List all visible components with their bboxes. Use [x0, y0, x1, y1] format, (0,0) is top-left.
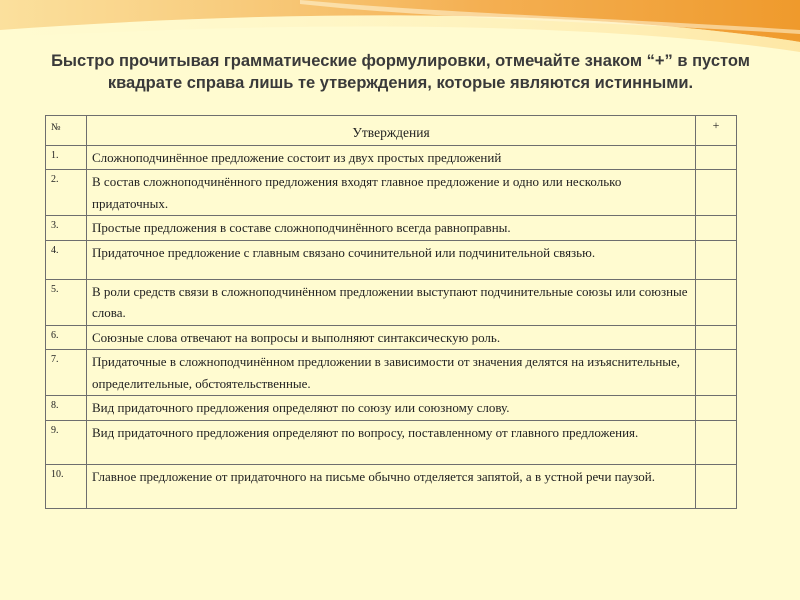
mark-box[interactable]: [696, 170, 737, 216]
mark-box[interactable]: [696, 279, 737, 325]
table-row: [46, 464, 737, 508]
page-title: Быстро прочитывая грамматические формулировки, отмечайте знаком “+” в пустом квадрате справа лишь те утверждения, которые являются истинными.: [51, 52, 750, 92]
mark-box[interactable]: [696, 145, 737, 170]
row-number: 5.: [46, 279, 87, 325]
table-row: [46, 396, 737, 421]
table-row: [46, 216, 737, 241]
row-statement: Сложноподчинённое предложение состоит из двух простых предложений: [87, 145, 696, 170]
table-header-row: [46, 116, 737, 146]
table-row: [46, 145, 737, 170]
row-statement: В состав сложноподчинённого предложения входят главное предложение и одно или несколько придаточных.: [87, 170, 696, 216]
row-statement: Вид придаточного предложения определяют по вопросу, поставленному от главного предложения.: [87, 420, 696, 464]
row-number: 1.: [46, 145, 87, 170]
row-statement: В роли средств связи в сложноподчинённом предложении выступают подчинительные союзы или союзные слова.: [87, 279, 696, 325]
header-mark: +: [696, 116, 737, 146]
row-number: 6.: [46, 325, 87, 350]
row-number: 8.: [46, 396, 87, 421]
row-number: 4.: [46, 240, 87, 279]
mark-box[interactable]: [696, 350, 737, 396]
row-statement: Главное предложение от придаточного на письме обычно отделяется запятой, а в устной речи паузой.: [87, 464, 696, 508]
row-number: 7.: [46, 350, 87, 396]
header-number: №: [46, 116, 87, 146]
table-row: [46, 350, 737, 396]
row-number: 2.: [46, 170, 87, 216]
row-number: 10.: [46, 464, 87, 508]
row-number: 3.: [46, 216, 87, 241]
mark-box[interactable]: [696, 464, 737, 508]
table-row: [46, 279, 737, 325]
header-statements: Утверждения: [87, 116, 696, 146]
table-row: [46, 325, 737, 350]
row-statement: Союзные слова отвечают на вопросы и выполняют синтаксическую роль.: [87, 325, 696, 350]
mark-box[interactable]: [696, 216, 737, 241]
row-number: 9.: [46, 420, 87, 464]
mark-box[interactable]: [696, 396, 737, 421]
mark-box[interactable]: [696, 420, 737, 464]
mark-box[interactable]: [696, 325, 737, 350]
mark-box[interactable]: [696, 240, 737, 279]
table-row: [46, 240, 737, 279]
row-statement: Придаточное предложение с главным связано сочинительной или подчинительной связью.: [87, 240, 696, 279]
row-statement: Вид придаточного предложения определяют по союзу или союзному слову.: [87, 396, 696, 421]
table-row: [46, 170, 737, 216]
table-row: [46, 420, 737, 464]
row-statement: Придаточные в сложноподчинённом предложении в зависимости от значения делятся на изъяснительные, определительные, обстоятельственные.: [87, 350, 696, 396]
row-statement: Простые предложения в составе сложноподчинённого всегда равноправны.: [87, 216, 696, 241]
statements-table: [45, 115, 737, 509]
